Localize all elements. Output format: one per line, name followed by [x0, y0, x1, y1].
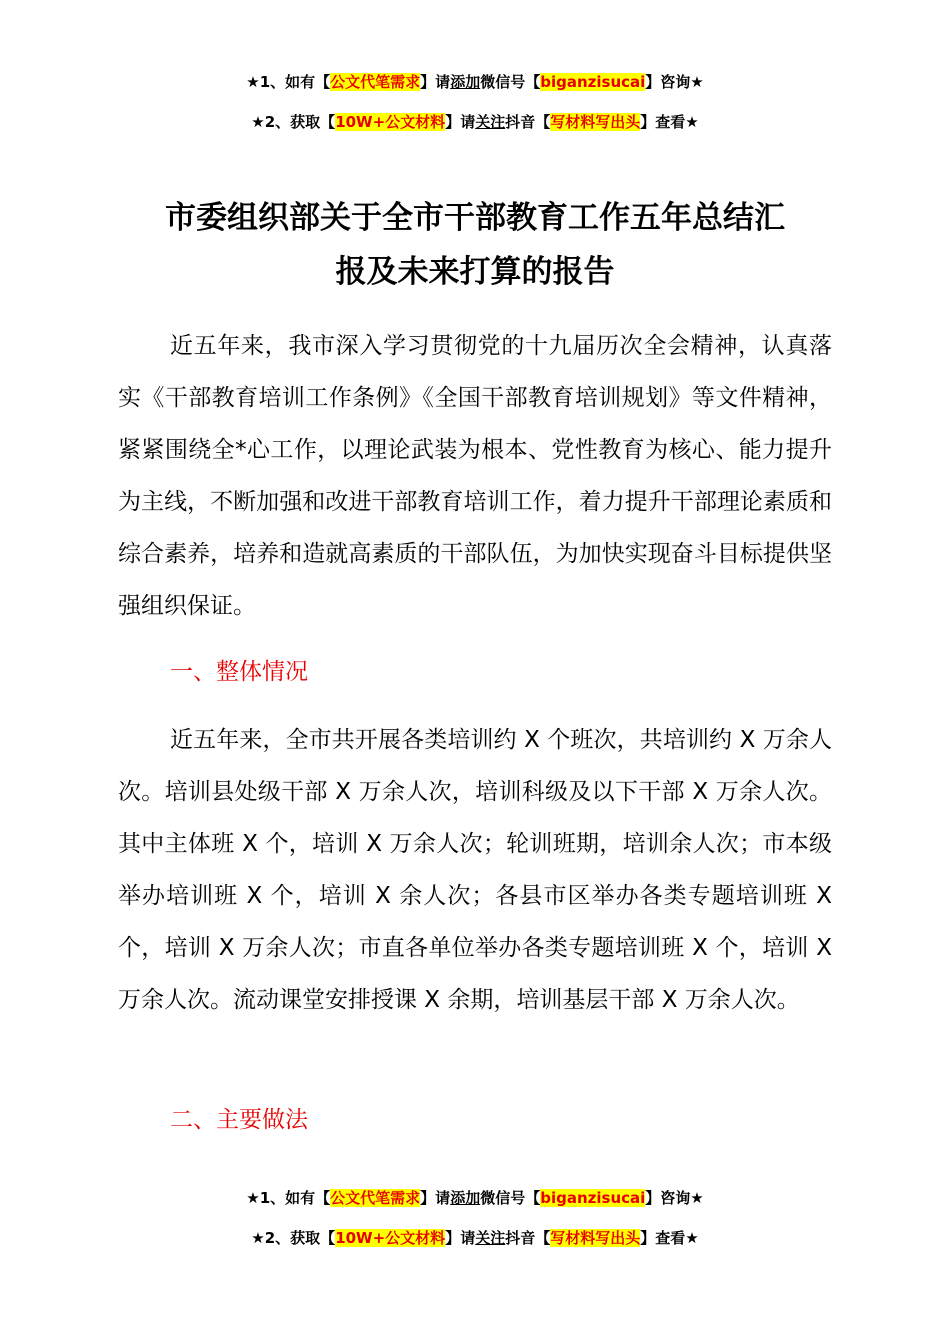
- banner-bracket: 【: [320, 113, 336, 131]
- banner-bracket: 】请: [420, 73, 451, 91]
- banner-bracket: 】请: [445, 113, 476, 131]
- banner-emphasis: 关注: [475, 113, 506, 131]
- banner-bracket: 【: [320, 1229, 336, 1247]
- banner-highlight-douyin: 写材料写出头: [550, 1229, 641, 1247]
- banner-lead: ★2、获取: [251, 1229, 321, 1247]
- banner-tail: 】咨询★: [645, 73, 704, 91]
- banner-bracket: 【: [315, 1189, 331, 1207]
- banner-highlight-service: 公文代笔需求: [330, 1189, 421, 1207]
- banner-highlight-wechat-id: biganzisucai: [540, 73, 646, 91]
- banner-bracket: 【: [315, 73, 331, 91]
- banner-text: 微信号: [480, 73, 526, 91]
- banner-bracket: 】请: [445, 1229, 476, 1247]
- banner-emphasis: 添加: [450, 73, 481, 91]
- section-1-body: 近五年来，全市共开展各类培训约 X 个班次，共培训约 X 万余人次。培训县处级干部 X 万余人次，培训科级及以下干部 X 万余人次。其中主体班 X 个，培训 X 万余人次；轮训班期，培训余人次；市本级举办培训班 X 个，培训 X 余人次；各县市区举办各类专题培训班 X 个，培训 X 万余人次；市直各单位举办各类专题培训班 X 个，培训 X 万余人次。流动课堂安排授课 X 余期，培训基层干部 X 万余人次。: [118, 727, 832, 1013]
- banner-tail: 】查看★: [640, 113, 699, 131]
- section-1-heading: 一、整体情况: [170, 659, 308, 685]
- banner-tail: 】咨询★: [645, 1189, 704, 1207]
- banner-highlight-service: 公文代笔需求: [330, 73, 421, 91]
- banner-highlight-douyin: 写材料写出头: [550, 113, 641, 131]
- banner-bracket: 】请: [420, 1189, 451, 1207]
- title-line-2: 报及未来打算的报告: [335, 254, 615, 290]
- banner-bracket: 【: [535, 113, 551, 131]
- top-banner-line-2: [0, 111, 950, 133]
- banner-bracket: 【: [525, 73, 541, 91]
- document-title: [100, 191, 850, 299]
- banner-lead: ★2、获取: [251, 113, 321, 131]
- banner-emphasis: 关注: [475, 1229, 506, 1247]
- banner-lead: ★1、如有: [246, 73, 316, 91]
- banner-highlight-materials: 10W+公文材料: [335, 1229, 446, 1247]
- banner-bracket: 【: [525, 1189, 541, 1207]
- banner-highlight-wechat-id: biganzisucai: [540, 1189, 646, 1207]
- banner-text: 微信号: [480, 1189, 526, 1207]
- intro-paragraph: 近五年来，我市深入学习贯彻党的十九届历次全会精神，认真落实《干部教育培训工作条例》《全国干部教育培训规划》等文件精神，紧紧围绕全*心工作，以理论武装为根本、党性教育为核心、能力提升为主线，不断加强和改进干部教育培训工作，着力提升干部理论素质和综合素养，培养和造就高素质的干部队伍，为加快实现奋斗目标提供坚强组织保证。: [118, 333, 832, 619]
- banner-tail: 】查看★: [640, 1229, 699, 1247]
- bottom-banner-line-2: [0, 1227, 950, 1249]
- banner-text: 抖音: [505, 113, 536, 131]
- bottom-banner-line-1: [0, 1187, 950, 1209]
- top-banner-line-1: [0, 71, 950, 93]
- section-2-heading: 二、主要做法: [170, 1107, 308, 1133]
- title-line-1: 市委组织部关于全市干部教育工作五年总结汇: [165, 200, 785, 236]
- banner-highlight-materials: 10W+公文材料: [335, 113, 446, 131]
- banner-lead: ★1、如有: [246, 1189, 316, 1207]
- banner-text: 抖音: [505, 1229, 536, 1247]
- banner-emphasis: 添加: [450, 1189, 481, 1207]
- banner-bracket: 【: [535, 1229, 551, 1247]
